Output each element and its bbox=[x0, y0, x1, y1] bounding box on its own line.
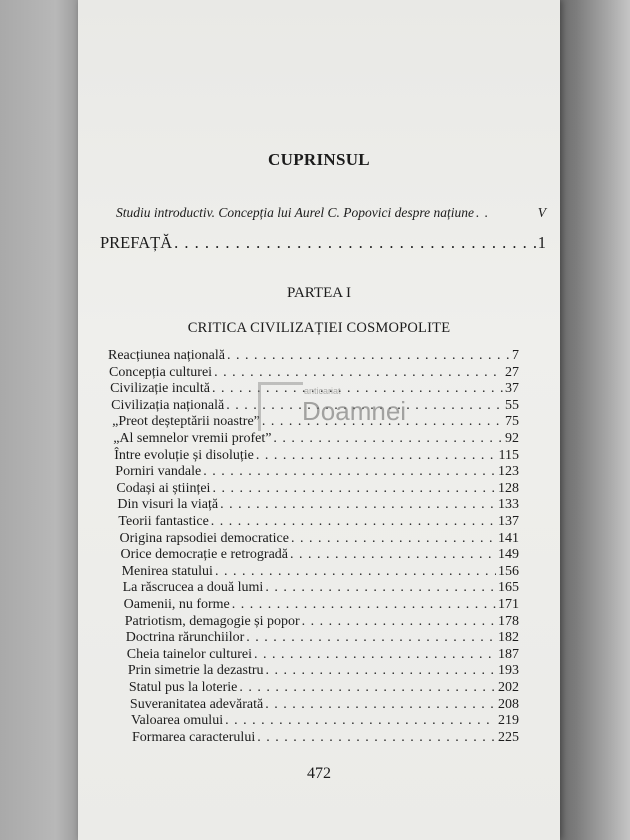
toc-entry-label: Civilizația națională bbox=[111, 397, 225, 413]
toc-entry-label: Concepția culturei bbox=[109, 364, 213, 380]
toc-leader bbox=[174, 233, 536, 253]
toc-leader bbox=[256, 448, 497, 464]
toc-entry-label: Suveranitatea adevărată bbox=[129, 696, 264, 712]
toc-entry-label: Statul pus la loterie bbox=[128, 680, 238, 695]
toc-leader bbox=[254, 647, 496, 663]
toc-entry-page: 156 bbox=[497, 563, 519, 579]
toc-entry-page: 202 bbox=[497, 680, 519, 695]
toc-entry-label: Orice democrație e retrogradă bbox=[120, 547, 289, 563]
toc-entry bbox=[131, 713, 519, 731]
toc-entry-label: Reacțiunea națională bbox=[108, 348, 225, 363]
watermark-frame bbox=[258, 382, 303, 431]
toc-entry-label: Valoarea omului bbox=[130, 713, 224, 729]
toc-leader bbox=[227, 348, 510, 364]
toc-entry-page: 55 bbox=[504, 397, 519, 413]
toc-entry bbox=[113, 431, 519, 449]
toc-entry-page: 219 bbox=[497, 713, 519, 729]
toc-entry bbox=[109, 365, 519, 383]
toc-leader bbox=[203, 464, 496, 480]
page-number: 472 bbox=[307, 765, 331, 782]
toc-entry bbox=[129, 680, 519, 698]
toc-entry bbox=[115, 464, 519, 482]
toc-entry-page: 27 bbox=[504, 364, 519, 380]
toc-entry bbox=[123, 580, 519, 598]
toc-entry bbox=[121, 547, 519, 565]
watermark-big-text: Doamnei bbox=[302, 396, 407, 426]
toc-entry-page: 193 bbox=[497, 663, 519, 679]
toc-intro-label: Studiu introductiv. Concepția lui Aurel C. Popovici despre națiune bbox=[116, 205, 474, 220]
toc-preface-label: PREFAȚĂ bbox=[100, 233, 173, 252]
toc-entry bbox=[122, 564, 519, 582]
toc-leader bbox=[239, 680, 496, 696]
toc-entry-page: 208 bbox=[497, 696, 519, 712]
toc-leader bbox=[232, 597, 496, 613]
toc-entry-label: Codași ai științei bbox=[116, 480, 211, 496]
toc-entry-label: La răscrucea a două lumi bbox=[122, 580, 264, 596]
page-title: CUPRINSUL bbox=[268, 150, 370, 169]
toc-entry-label: „Al semnelor vremii profet” bbox=[113, 431, 272, 446]
watermark-small-text: anticariat bbox=[304, 386, 341, 396]
part-title: CRITICA CIVILIZAȚIEI COSMOPOLITE bbox=[187, 320, 451, 336]
toc-leader bbox=[214, 365, 503, 381]
toc-leader bbox=[290, 547, 496, 563]
toc-entry-page: 178 bbox=[497, 613, 519, 629]
toc-entry-page: 7 bbox=[512, 348, 519, 363]
toc-entry bbox=[125, 614, 519, 632]
toc-leader bbox=[225, 713, 496, 729]
toc-leader bbox=[291, 531, 496, 547]
toc-entry-label: Doctrina rărunchiilor bbox=[125, 630, 245, 646]
toc-entry-label: Formarea caracterului bbox=[132, 729, 256, 745]
toc-intro-entry bbox=[116, 205, 546, 221]
toc-entry-label: „Preot deșteptării noastre” bbox=[112, 414, 260, 430]
toc-entry-page: 141 bbox=[497, 530, 519, 546]
toc-entry-label: Menirea statului bbox=[121, 563, 213, 579]
toc-leader bbox=[266, 663, 496, 679]
toc-entry-page: 75 bbox=[504, 414, 519, 430]
toc-entry bbox=[119, 531, 519, 549]
toc-preface-page: 1 bbox=[537, 233, 546, 252]
toc-entry-page: 123 bbox=[497, 464, 519, 480]
toc-leader bbox=[273, 431, 503, 447]
toc-entry-page: 128 bbox=[497, 480, 519, 496]
toc-leader bbox=[265, 580, 496, 596]
toc-entry bbox=[116, 481, 519, 499]
toc-leader bbox=[265, 697, 496, 713]
toc-preface-entry bbox=[100, 233, 546, 253]
toc-leader bbox=[211, 514, 496, 530]
toc-entry bbox=[108, 348, 519, 366]
toc-entry-label: Prin simetrie la dezastru bbox=[127, 663, 264, 679]
toc-entry-page: 187 bbox=[497, 646, 519, 662]
toc-leader bbox=[212, 481, 496, 497]
toc-entry bbox=[114, 448, 519, 466]
toc-leader bbox=[215, 564, 496, 580]
toc-leader bbox=[257, 730, 496, 746]
toc-entry-label: Civilizație incultă bbox=[110, 381, 210, 397]
toc-entry bbox=[126, 630, 519, 648]
toc-entry-page: 171 bbox=[497, 597, 519, 612]
toc-entry-page: 133 bbox=[497, 497, 519, 513]
toc-entry-page: 37 bbox=[504, 381, 519, 397]
toc-entry bbox=[124, 597, 519, 615]
toc-entry-label: Între evoluție și disoluție bbox=[114, 447, 254, 463]
toc-entry-label: Din visuri la viață bbox=[117, 497, 219, 513]
toc-entry-label: Origina rapsodiei democratice bbox=[119, 530, 289, 546]
toc-entry-label: Teorii fantastice bbox=[118, 514, 209, 529]
toc-entry-page: 92 bbox=[504, 431, 519, 446]
toc-entry-page: 225 bbox=[498, 729, 519, 745]
toc-entry-page: 149 bbox=[497, 547, 519, 563]
toc-entry bbox=[118, 514, 519, 532]
toc-entry-page: 182 bbox=[497, 630, 519, 646]
part-heading: PARTEA I bbox=[287, 285, 351, 301]
toc-entry-label: Cheia tainelor culturei bbox=[126, 646, 252, 662]
toc-intro-page: V bbox=[537, 205, 546, 220]
toc-leader bbox=[476, 205, 536, 221]
background-left bbox=[0, 0, 80, 840]
toc-entry-label: Porniri vandale bbox=[115, 464, 202, 480]
toc-leader bbox=[220, 497, 496, 513]
toc-leader bbox=[302, 614, 496, 630]
toc-entry-label: Patriotism, demagogie și popor bbox=[124, 613, 300, 629]
toc-entry-label: Oamenii, nu forme bbox=[123, 597, 230, 612]
book-page bbox=[78, 0, 560, 840]
toc-entry bbox=[127, 647, 519, 665]
toc-entry-page: 137 bbox=[497, 514, 519, 529]
toc-entry bbox=[130, 697, 519, 715]
toc-entry bbox=[128, 663, 519, 681]
toc-leader bbox=[246, 630, 496, 646]
toc-entry bbox=[117, 497, 519, 515]
toc-entry-page: 165 bbox=[497, 580, 519, 596]
watermark-logo bbox=[248, 382, 408, 430]
toc-entry-page: 115 bbox=[498, 447, 519, 463]
toc-entry bbox=[132, 730, 519, 748]
